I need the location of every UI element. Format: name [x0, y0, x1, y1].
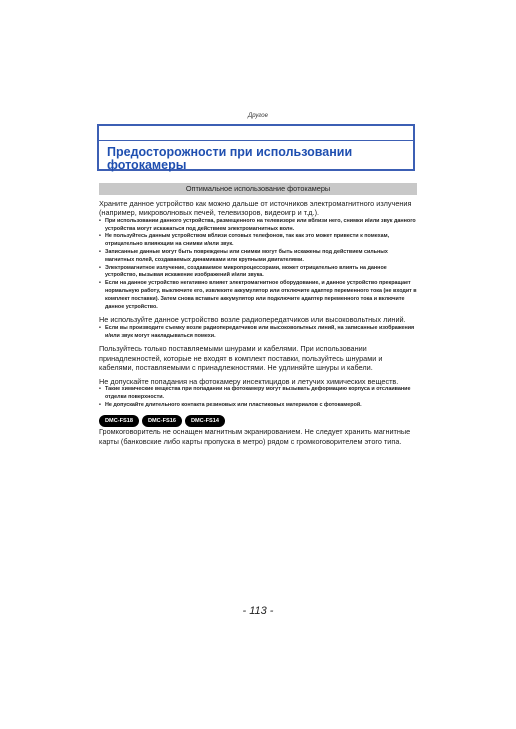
model-badge: DMC-FS18	[99, 415, 139, 427]
section-label: Другое	[248, 113, 268, 119]
paragraph: Не допускайте попадания на фотокамеру инсектицидов и летучих химических веществ.	[99, 376, 399, 386]
bullet-item: • При использовании данного устройства, размещенного на телевизоре или вблизи него, снимки и/или звук данного устройства могут искажаться под действием электромагнитных волн.	[99, 218, 417, 234]
bullet-list	[99, 325, 417, 341]
bullet-item: • Если вы производите съемку возле радиопередатчиков или высоковольтных линий, на записанные изображения и/или звук могут накладываться помехи.	[99, 325, 417, 341]
content-body	[99, 199, 417, 446]
paragraph: Храните данное устройство как можно дальше от источников электромагнитного излучения (например, микроволновых печей, телевизоров, видеоигр и т.д.).	[99, 199, 412, 218]
bullet-item: • Такие химические вещества при попадании на фотокамеру могут вызывать деформацию корпуса и отслаивание отделки поверхности.	[99, 386, 417, 402]
paragraph: Пользуйтесь только поставляемыми шнурами и кабелями. При использовании принадлежностей, которые не входят в комплект поставки, пользуйтесь шнурами и кабелями, поставляемыми с принадлежностями. Не удлиняйте шнуры и кабели.	[99, 344, 383, 373]
model-badge: DMC-FS14	[185, 415, 225, 427]
bullet-item: • Не допускайте длительного контакта резиновых или пластиковых материалов с фотокамерой.	[99, 402, 417, 410]
page-number: - 113 -	[242, 605, 274, 617]
bullet-item: • Не пользуйтесь данным устройством вблизи сотовых телефонов, так как это может привести к помехам, отрицательно влияющим на снимки и/или звук.	[99, 233, 417, 249]
bullet-list	[99, 386, 417, 409]
page-title: Предосторожности при использовании фотокамеры	[107, 145, 353, 172]
paragraph: Громкоговоритель не оснащен магнитным экранированием. Не следует хранить магнитные карты (банковские либо карты пропуска в метро) рядом с громкоговорителем этого типа.	[99, 427, 411, 446]
model-badges	[99, 415, 417, 427]
bullet-item: • Электромагнитное излучение, создаваемое микропроцессорами, может отрицательно влиять на данное устройство, вызывая искажение изображений и/или звука.	[99, 265, 417, 281]
title-topbar	[99, 126, 413, 141]
title-box	[97, 124, 415, 171]
subheading-bar: Оптимальное использование фотокамеры	[99, 183, 417, 195]
model-badge: DMC-FS16	[142, 415, 182, 427]
bullet-item: • Записанные данные могут быть повреждены или снимки могут быть искажены под действием сильных магнитных полей, создаваемых динамиками или крупными двигателями.	[99, 249, 417, 265]
paragraph: Не используйте данное устройство возле радиопередатчиков или высоковольтных линий.	[99, 315, 406, 325]
bullet-list	[99, 218, 417, 312]
bullet-item: • Если на данное устройство негативно влияет электромагнитное оборудование, и данное устройство прекращает нормальную работу, выключите его, извлеките аккумулятор или отключите адаптер переменного тока (не входит в комплект поставки). Затем снова вставьте аккумулятор или подключите адаптер переменного тока и включите данное устройство.	[99, 280, 417, 311]
